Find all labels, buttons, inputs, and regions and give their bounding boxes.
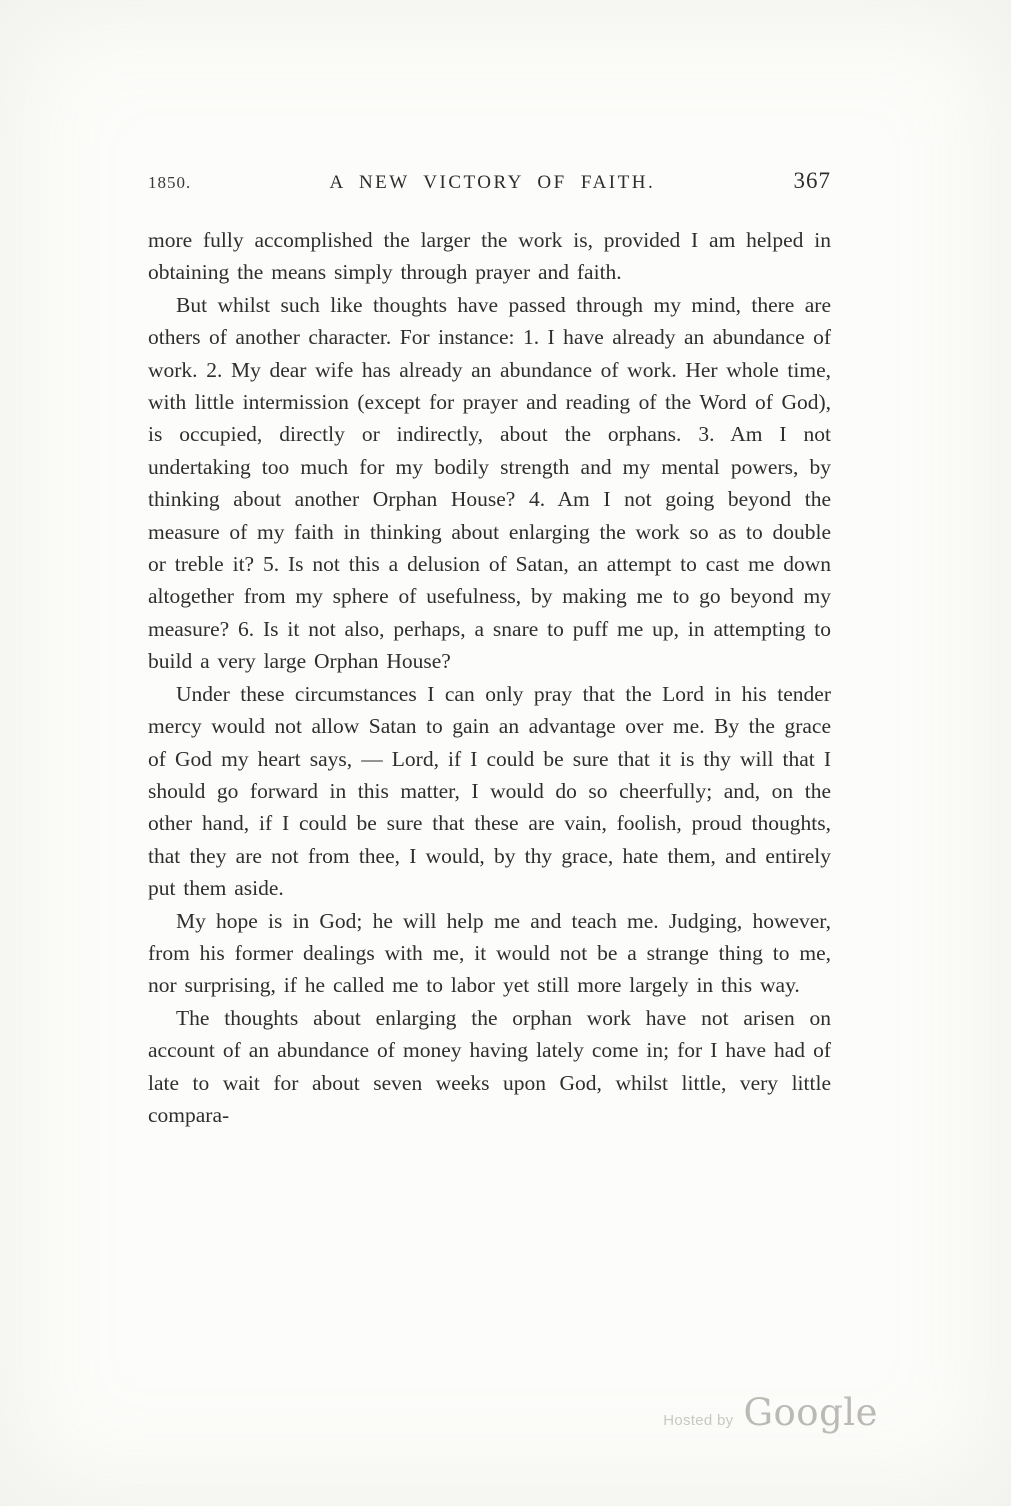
paragraph: My hope is in God; he will help me and teach me. Judging, however, from his former dealings with me, it would not be a strange thing to me, nor surprising, if he called me to labor yet still more largely in this way. xyxy=(148,908,831,998)
running-header xyxy=(148,168,831,194)
paragraph: The thoughts about enlarging the orphan work have not arisen on account of an abundance of money having lately come in; for I have had of late to wait for about seven weeks upon God, whilst little, very little compara- xyxy=(148,1005,831,1127)
header-page-number: 367 xyxy=(793,168,831,193)
header-year: 1850. xyxy=(148,173,192,192)
header-title: A NEW VICTORY OF FAITH. xyxy=(329,172,656,193)
page-content xyxy=(148,168,831,1131)
google-books-watermark xyxy=(663,1391,878,1434)
paragraph: Under these circumstances I can only pray that the Lord in his tender mercy would not allow Satan to gain an advantage over me. By the grace of God my heart says, — Lord, if I could be sure that it is thy will that I should go forward in this matter, I would do so cheerfully; and, on the other hand, if I could be sure that these are vain, foolish, proud thoughts, that they are not from thee, I would, by thy grace, hate them, and entirely put them aside. xyxy=(148,681,831,901)
paragraph: But whilst such like thoughts have passed through my mind, there are others of another character. For instance: 1. I have already an abundance of work. 2. My dear wife has already an abundance of work. Her whole time, with little intermission (except for prayer and reading of the Word of God), is occupied, directly or indirectly, about the orphans. 3. Am I not undertaking too much for my bodily strength and my mental powers, by thinking about another Orphan House? 4. Am I not going beyond the measure of my faith in thinking about enlarging the work so as to double or treble it? 5. Is not this a delusion of Satan, an attempt to cast me down altogether from my sphere of usefulness, by making me to go beyond my measure? 6. Is it not also, perhaps, a snare to puff me up, in attempting to build a very large Orphan House? xyxy=(148,292,831,674)
paragraph-continuation: more fully accomplished the larger the work is, provided I am helped in obtaining the means simply through prayer and faith. xyxy=(148,228,831,285)
hosted-by-label: Hosted by xyxy=(663,1412,734,1429)
page-body xyxy=(148,224,831,1131)
google-logo: Google xyxy=(743,1391,878,1434)
